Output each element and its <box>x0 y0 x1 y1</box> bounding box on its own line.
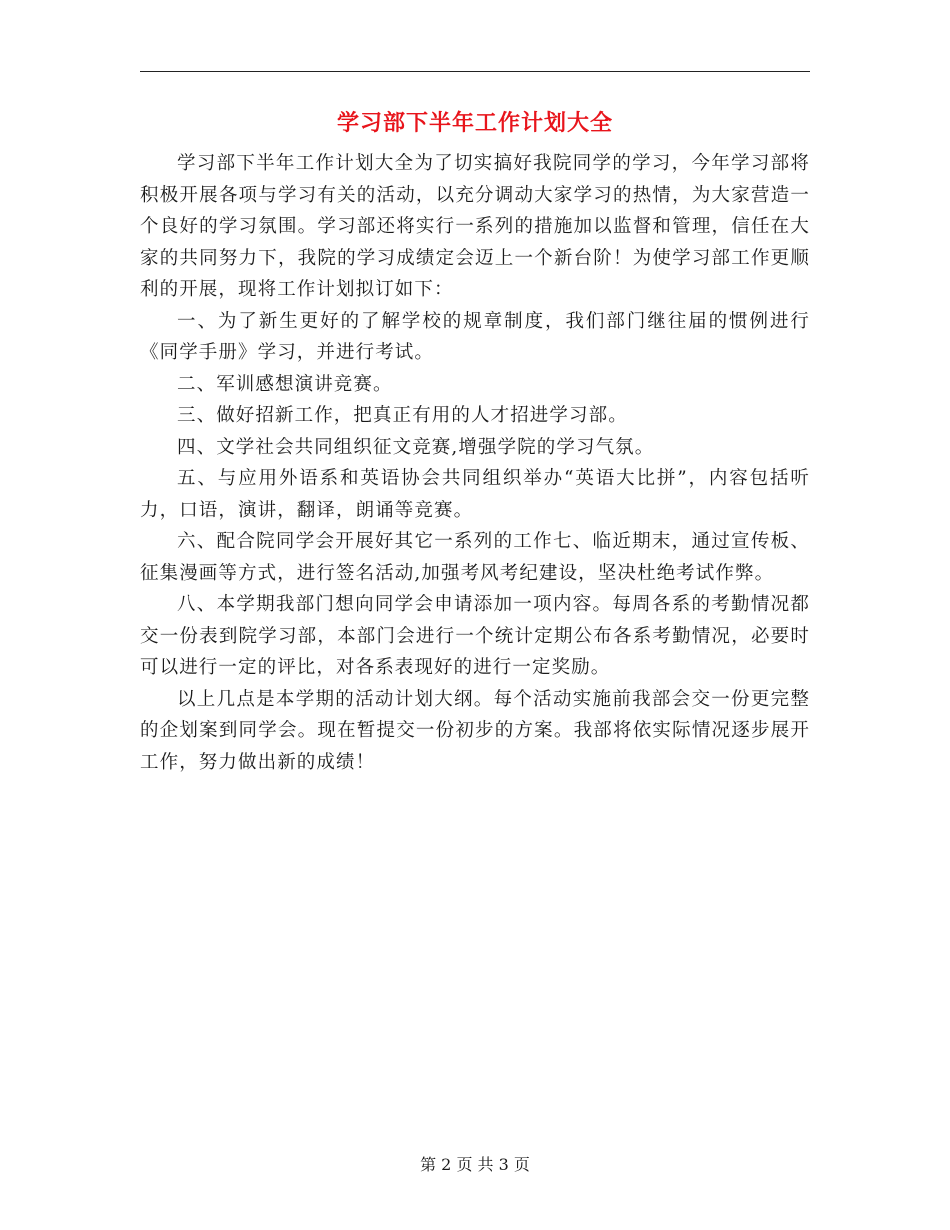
document-title: 学习部下半年工作计划大全 <box>336 111 613 136</box>
item-5-paragraph: 五、与应用外语系和英语协会共同组织举办“英语大比拼”，内容包括听力，口语，演讲，翻译，朗诵等竞赛。 <box>140 468 810 521</box>
page-number-footer: 第 2 页 共 3 页 <box>420 1155 530 1174</box>
item-1-paragraph: 一、为了新生更好的了解学校的规章制度，我们部门继往届的惯例进行《同学手册》学习，并进行考试。 <box>140 310 810 363</box>
item-8-paragraph: 八、本学期我部门想向同学会申请添加一项内容。每周各系的考勤情况都交一份表到院学习部，本部门会进行一个统计定期公布各系考勤情况，必要时可以进行一定的评比，对各系表现好的进行一定奖励。 <box>140 594 810 678</box>
closing-paragraph: 以上几点是本学期的活动计划大纲。每个活动实施前我部会交一份更完整的企划案到同学会。现在暂提交一份初步的方案。我部将依实际情况逐步展开工作，努力做出新的成绩！ <box>140 688 810 773</box>
header-rule <box>140 71 810 72</box>
item-2-paragraph: 二、军训感想演讲竞赛。 <box>177 373 393 395</box>
item-4-paragraph: 四、文学社会共同组织征文竞赛,增强学院的学习气氛。 <box>177 436 655 458</box>
item-3-paragraph: 三、做好招新工作，把真正有用的人才招进学习部。 <box>177 405 628 426</box>
document-body <box>140 148 810 778</box>
item-6-7-paragraph: 六、配合院同学会开展好其它一系列的工作七、临近期末，通过宣传板、征集漫画等方式，进行签名活动,加强考风考纪建设，坚决杜绝考试作弊。 <box>140 531 810 584</box>
intro-paragraph: 学习部下半年工作计划大全为了切实搞好我院同学的学习，今年学习部将积极开展各项与学习有关的活动，以充分调动大家学习的热情，为大家营造一个良好的学习氛围。学习部还将实行一系列的措施加以监督和管理，信任在大家的共同努力下，我院的学习成绩定会迈上一个新台阶！为使学习部工作更顺利的开展，现将工作计划拟订如下： <box>140 153 810 300</box>
